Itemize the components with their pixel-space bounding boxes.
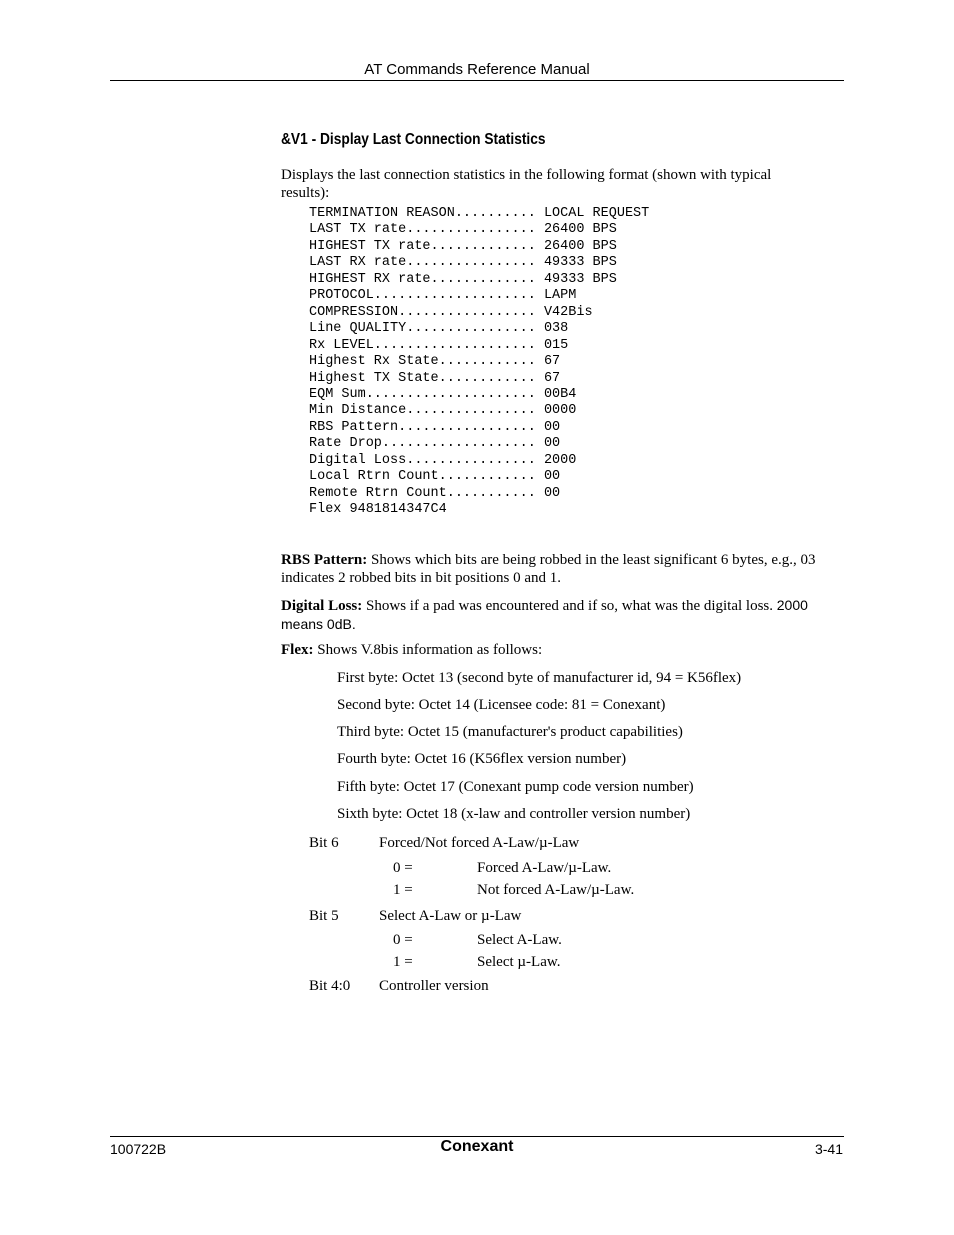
code-line: Flex 9481814347C4 bbox=[309, 502, 447, 518]
bit-value-key: 1 = bbox=[393, 954, 413, 970]
code-line: RBS Pattern................. 00 bbox=[309, 419, 561, 435]
header-rule bbox=[110, 80, 844, 81]
digital-loss-label: Digital Loss: bbox=[281, 598, 363, 614]
rbs-pattern-label: RBS Pattern: bbox=[281, 552, 368, 568]
rbs-pattern-text: Shows which bits are being robbed in the least significant 6 bytes, e.g., 03 indicates 2 robbed bits in bit positions 0 and 1. bbox=[281, 552, 816, 586]
flex-byte-item: Second byte: Octet 14 (Licensee code: 81 = Conexant) bbox=[337, 697, 666, 713]
footer-rule bbox=[110, 1136, 844, 1137]
digital-loss-period: . bbox=[351, 616, 356, 632]
bit-value-row bbox=[393, 881, 634, 899]
code-line: Remote Rtrn Count........... 00 bbox=[309, 485, 561, 501]
bit-description: Forced/Not forced A-Law/µ-Law bbox=[379, 835, 580, 851]
bit-4-0-row bbox=[309, 977, 489, 995]
bit-label: Bit 6 bbox=[309, 835, 339, 851]
code-line: TERMINATION REASON.......... LOCAL REQUEST bbox=[309, 206, 650, 221]
bit-value-text: Select µ-Law. bbox=[477, 954, 561, 970]
code-line: LAST TX rate................ 26400 BPS bbox=[309, 222, 617, 238]
code-line: Rx LEVEL.................... 015 bbox=[309, 337, 569, 353]
bit-label: Bit 4:0 bbox=[309, 978, 351, 994]
flex-byte-item: Sixth byte: Octet 18 (x-law and controller version number) bbox=[337, 806, 691, 822]
code-line: EQM Sum..................... 00B4 bbox=[309, 386, 577, 402]
digital-loss-example: 2000 means 0dB bbox=[281, 597, 808, 632]
code-line: PROTOCOL.................... LAPM bbox=[309, 288, 577, 304]
flex-label: Flex: bbox=[281, 642, 314, 658]
bit-value-row bbox=[393, 931, 562, 949]
footer-page-number: 3-41 bbox=[814, 1141, 843, 1157]
code-line: LAST RX rate................ 49333 BPS bbox=[309, 255, 617, 271]
flex-byte-item: Third byte: Octet 15 (manufacturer's product capabilities) bbox=[337, 724, 683, 740]
intro-paragraph: Displays the last connection statistics in the following format (shown with typical results): bbox=[281, 167, 772, 201]
code-line: Local Rtrn Count............ 00 bbox=[309, 469, 561, 485]
code-line: COMPRESSION................. V42Bis bbox=[309, 304, 593, 320]
flex-text: Shows V.8bis information as follows: bbox=[313, 642, 543, 658]
section-title: &V1 - Display Last Connection Statistics bbox=[281, 131, 546, 148]
bit-label: Bit 5 bbox=[309, 908, 339, 924]
digital-loss-paragraph bbox=[281, 596, 841, 634]
code-line: Min Distance................ 0000 bbox=[309, 403, 577, 419]
code-line: Highest TX State............ 67 bbox=[309, 370, 561, 386]
code-line: HIGHEST TX rate............. 26400 BPS bbox=[309, 238, 617, 254]
bit-value-text: Forced A-Law/µ-Law. bbox=[477, 860, 612, 876]
bit-6-row bbox=[309, 834, 579, 852]
bit-value-text: Not forced A-Law/µ-Law. bbox=[477, 882, 635, 898]
statistics-code-block bbox=[309, 206, 649, 519]
bit-value-key: 1 = bbox=[393, 882, 413, 898]
code-line: Highest Rx State............ 67 bbox=[309, 354, 561, 370]
flex-byte-item: First byte: Octet 13 (second byte of manufacturer id, 94 = K56flex) bbox=[337, 670, 742, 686]
flex-byte-item: Fifth byte: Octet 17 (Conexant pump code version number) bbox=[337, 779, 694, 795]
bit-value-row bbox=[393, 859, 611, 877]
rbs-pattern-paragraph bbox=[281, 551, 841, 587]
bit-value-key: 0 = bbox=[393, 860, 413, 876]
bit-value-row bbox=[393, 953, 560, 971]
bit-value-key: 0 = bbox=[393, 932, 413, 948]
flex-byte-item: Fourth byte: Octet 16 (K56flex version number) bbox=[337, 751, 627, 767]
footer-company: Conexant bbox=[440, 1138, 514, 1155]
running-header: AT Commands Reference Manual bbox=[364, 61, 590, 78]
bit-5-row bbox=[309, 907, 521, 925]
bit-description: Controller version bbox=[379, 978, 489, 994]
footer-doc-number: 100722B bbox=[110, 1141, 167, 1157]
code-line: Line QUALITY................ 038 bbox=[309, 321, 569, 337]
flex-paragraph bbox=[281, 641, 841, 659]
digital-loss-text: Shows if a pad was encountered and if so, what was the digital loss. bbox=[362, 598, 777, 614]
code-line: HIGHEST RX rate............. 49333 BPS bbox=[309, 271, 617, 287]
bit-description: Select A-Law or µ-Law bbox=[379, 908, 522, 924]
bit-value-text: Select A-Law. bbox=[477, 932, 562, 948]
code-line: Rate Drop................... 00 bbox=[309, 436, 561, 452]
code-line: Digital Loss................ 2000 bbox=[309, 452, 577, 468]
